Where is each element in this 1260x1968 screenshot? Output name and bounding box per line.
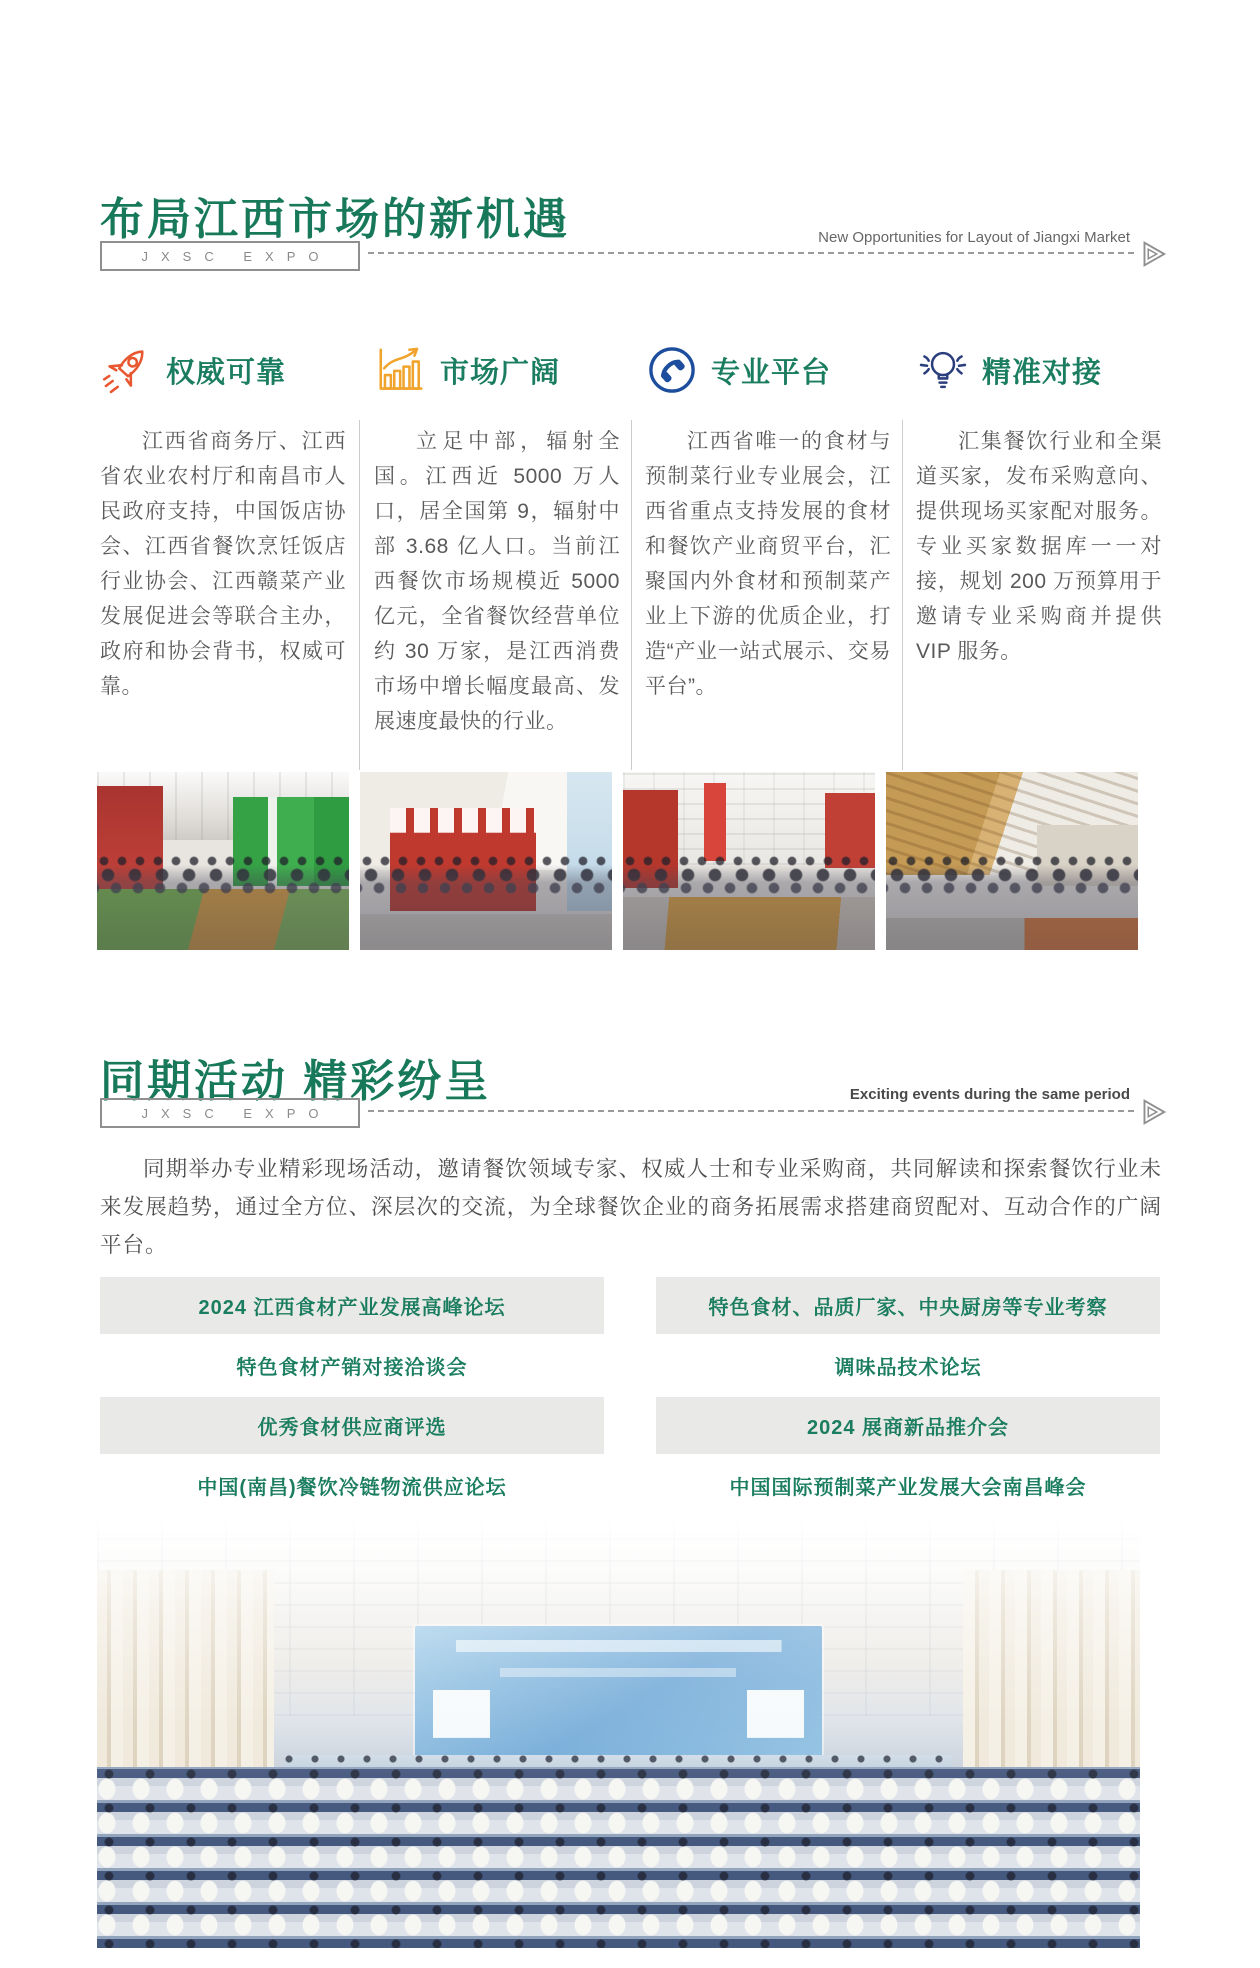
feature-header [645,338,891,402]
column-divider [359,420,360,770]
section2-expo-badge [100,1098,360,1128]
section2-caption-en: Exciting events during the same period [849,1086,1130,1103]
feature-body: 江西省商务厅、江西省农业农村厅和南昌市人民政府支持，中国饭店协会、江西省餐饮烹饪饭店行业协会、江西赣菜产业发展促进会等联合主办，政府和协会背书，权威可靠。 [100,430,346,698]
photo-signage [360,772,612,870]
photo-booth-left [97,786,163,889]
bar-chart-icon [374,343,428,397]
feature-column-matching [916,338,1162,669]
photo-ceiling [623,772,875,865]
expo-label: JXSC EXPO [141,1105,332,1121]
bulb-icon [916,343,970,397]
event-item: 特色食材、品质厂家、中央厨房等专业考察 [656,1277,1160,1334]
section2-title: 同期活动 精彩纷呈 [100,1057,492,1106]
photo-wall [567,772,612,911]
photo-booth-left [623,790,678,888]
conference-hall-photo [97,1518,1140,1948]
red-booth-photo [360,772,612,950]
event-item: 中国国际预制菜产业发展大会南昌峰会 [729,1477,1087,1499]
section2-intro: 同期举办专业精彩现场活动，邀请餐饮领域专家、权威人士和专业采购商，共同解读和探索餐饮行业未来发展趋势，通过全方位、深层次的交流，为全球餐饮企业的商务拓展需求搭建商贸配对、互动合作的广阔平台。 [100,1157,1162,1257]
expo-crowd-photo [623,772,875,950]
photo-floor [360,914,612,950]
event-item: 特色食材产销对接洽谈会 [236,1357,468,1379]
arrow-right-icon [1136,238,1168,270]
phone-icon [645,343,699,397]
section1-title: 布局江西市场的新机遇 [100,195,570,244]
column-divider [902,420,903,770]
event-item: 2024 江西食材产业发展高峰论坛 [100,1277,604,1334]
event-item: 2024 展商新品推介会 [656,1397,1160,1454]
column-divider [631,420,632,770]
wooden-booth-photo [886,772,1138,950]
feature-body: 汇集餐饮行业和全渠道买家，发布采购意向、提供现场买家配对服务。专业买家数据库一一对接，规划 200 万预算用于邀请专业采购商并提供 VIP 服务。 [916,430,1162,663]
feature-body: 立足中部，辐射全国。江西近 5000 万人口，居全国第 9，辐射中部 3.68 亿人口。当前江西餐饮市场规模近 5000 亿元，全省餐饮经营单位约 30 万家，是江西消费市场中增长幅度最高、发展速度最快的行业。 [374,430,620,733]
photo-booth-right [825,793,875,868]
feature-heading: 市场广阔 [440,356,561,389]
rocket-icon [100,343,154,397]
section1-dashed-line [368,252,1134,254]
expo-aisle-photo [97,772,349,950]
expo-label: JXSC EXPO [141,248,332,264]
photo-floor [623,897,875,950]
section1-expo-badge [100,241,360,271]
event-item: 中国(南昌)餐饮冷链物流供应论坛 [197,1477,507,1499]
feature-header [374,338,620,402]
photo-floor [886,918,1138,950]
photo-canopy [886,772,1138,875]
feature-column-market [374,338,620,739]
photo-top-fade [97,1518,1140,1948]
feature-body: 江西省唯一的食材与预制菜行业专业展会，江西省重点支持发展的食材和餐饮产业商贸平台，汇聚国内外食材和预制菜产业上下游的优质企业，打造“产业一站式展示、交易平台”。 [645,430,891,698]
event-item: 优秀食材供应商评选 [100,1397,604,1454]
feature-heading: 权威可靠 [166,356,287,389]
arrow-right-icon [1136,1096,1168,1128]
feature-column-platform [645,338,891,704]
section2-dashed-line [368,1110,1134,1112]
feature-header [916,338,1162,402]
event-item: 调味品技术论坛 [834,1357,982,1379]
photo-ceiling [97,772,349,840]
photo-floor [97,889,349,950]
photo-pillar [704,783,727,861]
feature-heading: 精准对接 [982,356,1103,389]
section1-caption-en: New Opportunities for Layout of Jiangxi Market [818,229,1130,246]
feature-column-authority [100,338,346,704]
feature-heading: 专业平台 [711,356,832,389]
photo-booth [390,808,536,911]
feature-header [100,338,346,402]
photo-booth-right [233,797,349,886]
photo-backdrop [1037,825,1138,886]
